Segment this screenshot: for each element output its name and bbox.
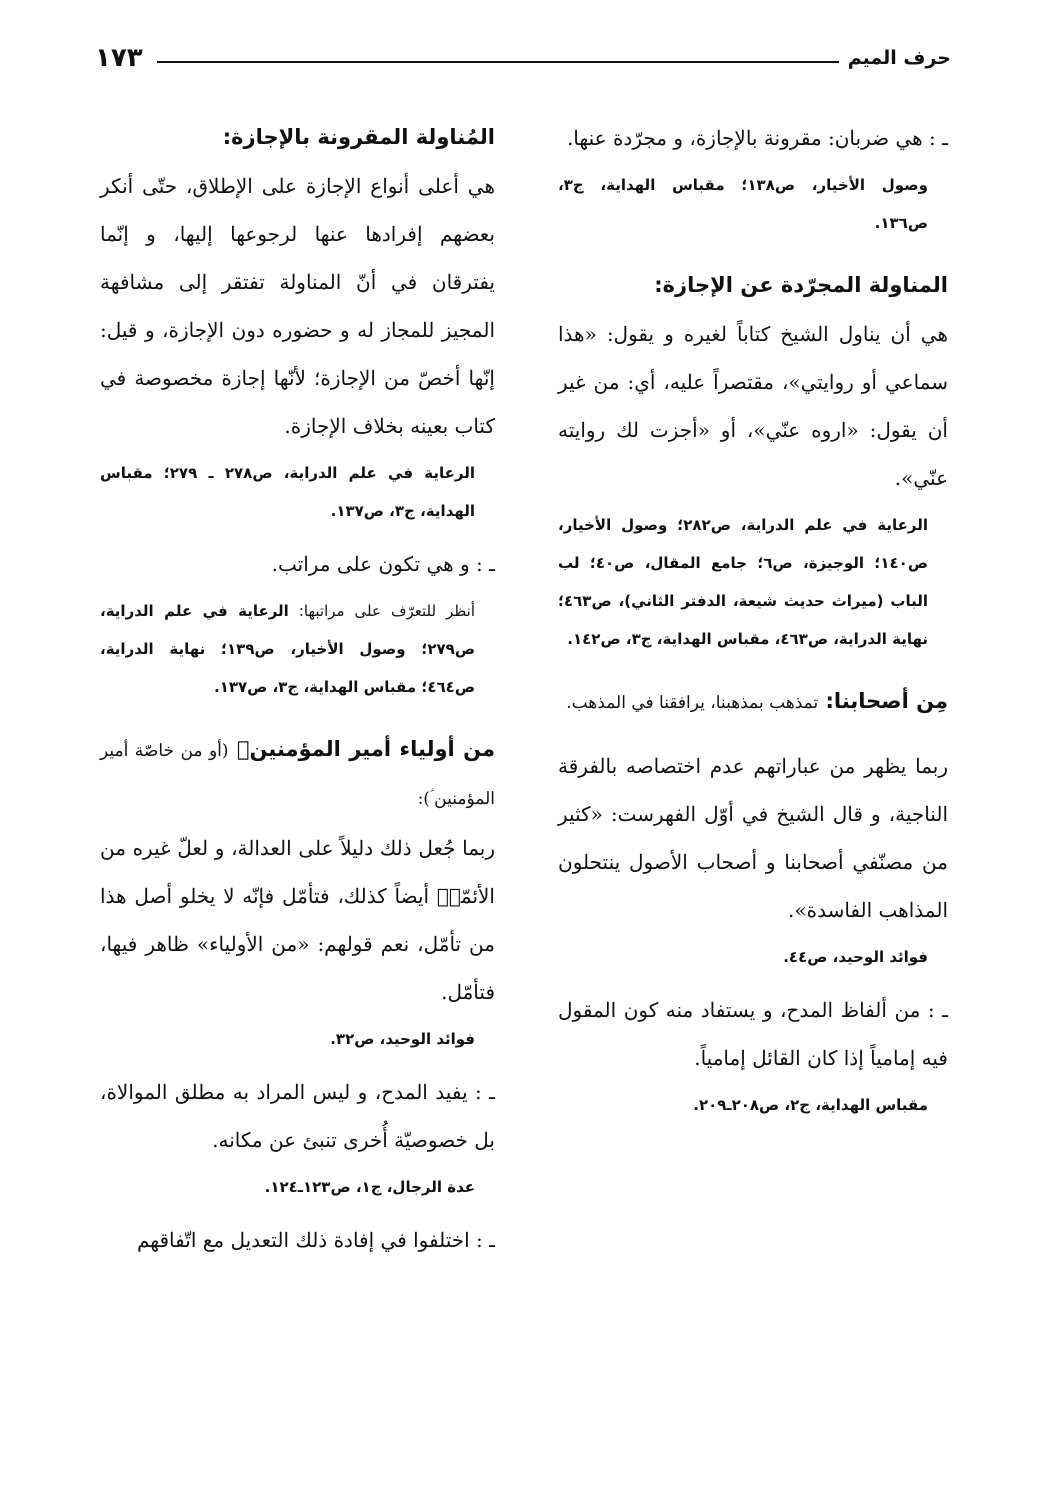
- entry-body: هي أعلى أنواع الإجازة على الإطلاق، حتّى أنكر بعضهم إفرادها عنها لرجوعها إليها، و إنّما يفترقان في أنّ المناولة تفتقر إلى مشافهة المجيز للمجاز له و حضوره دون الإجازة، و قيل: إنّها أخصّ من الإجازة؛ لأنّها إجازة مخصوصة في كتاب بعينه بخلاف الإجازة.: [100, 174, 495, 438]
- reference-note: عدة الرجال، ج١، ص١٢٣ـ١٢٤.: [264, 1178, 475, 1196]
- entry-heading-block: [100, 726, 495, 822]
- entry-body: هي أن يناول الشيخ كتاباً لغيره و يقول: «هذا سماعي أو روايتي»، مقتصراً عليه، أي: من غير أن يقول: «اروه عنّي»، أو «أجزت لك روايته عنّي».: [558, 322, 948, 490]
- entry-text: ـ : من ألفاظ المدح، و يستفاد منه كون المقول فيه إمامياً إذا كان القائل إمامياً.: [558, 998, 948, 1070]
- entry-heading: المُناولة المقرونة بالإجازة:: [222, 125, 495, 149]
- left-column: [100, 114, 495, 1264]
- entry-text: ـ : اختلفوا في إفادة ذلك التعديل مع اتّفاقهم: [136, 1228, 495, 1252]
- heading-note: تمذهب بمذهبنا، يرافقنا في المذهب.: [566, 693, 819, 713]
- entry-text: ـ : و هي تكون على مراتب.: [271, 552, 495, 576]
- entry-heading-block: [558, 678, 948, 726]
- page-number: ١٧٣: [95, 43, 143, 73]
- page-header: [95, 38, 951, 78]
- reference-note-block: [100, 592, 475, 706]
- reference-note: الرعاية في علم الدراية، ص٢٨٢؛ وصول الأخيار، ص١٤٠؛ الوجيزة، ص٦؛ جامع المقال، ص٤٠؛ لب الباب (ميراث حديث شيعة، الدفتر الثاني)، ص٤٦٣؛ نهاية الدراية، ص٤٦٣، مقباس الهداية، ج٣، ص١٤٢.: [558, 516, 928, 648]
- entry-text: ـ : هي ضربان: مقرونة بالإجازة، و مجرّدة عنها.: [566, 126, 948, 150]
- right-column: [558, 114, 948, 1134]
- reference-prefix: أنظر للتعرّف على مراتبها:: [298, 602, 475, 620]
- reference-note: الرعاية في علم الدراية، ص٢٧٩؛ وصول الأخيار، ص١٣٩؛ نهاية الدراية، ص٤٦٤؛ مقباس الهداية، ج٣، ص١٣٧.: [100, 602, 476, 696]
- heading-note: (أو من خاصّة أمير المؤمنين ؑ):: [100, 741, 495, 809]
- running-title: حرف الميم: [847, 47, 951, 69]
- entry-text: ـ : يفيد المدح، و ليس المراد به مطلق الموالاة، بل خصوصيّة أُخرى تنبئ عن مكانه.: [100, 1080, 495, 1152]
- reference-note: فوائد الوحيد، ص٤٤.: [783, 948, 928, 966]
- reference-note: الرعاية في علم الدراية، ص٢٧٨ ـ ٢٧٩؛ مقباس الهداية، ج٣، ص١٣٧.: [100, 464, 475, 520]
- entry-body: ربما يظهر من عباراتهم عدم اختصاصه بالفرقة الناجية، و قال الشيخ في أوّل الفهرست: «كثير من مصنّفي أصحابنا و أصحاب الأصول ينتحلون المذاهب الفاسدة».: [558, 754, 948, 922]
- entry-heading: من أولياء أمير المؤمنينؑ: [236, 737, 495, 761]
- entry-heading: مِن أصحابنا:: [825, 689, 948, 713]
- reference-note: مقباس الهداية، ج٢، ص٢٠٨ـ٢٠٩.: [693, 1096, 928, 1114]
- entry-heading: المناولة المجرّدة عن الإجازة:: [654, 273, 948, 297]
- entry-body: ربما جُعل ذلك دليلاً على العدالة، و لعلّ غيره من الأئمّةؑ أيضاً كذلك، فتأمّل فإنّه لا يخلو أصل هذا من تأمّل، نعم قولهم: «من الأولياء» ظاهر فيها، فتأمّل.: [100, 836, 495, 1004]
- header-rule: [157, 61, 839, 63]
- reference-note: فوائد الوحيد، ص٣٢.: [330, 1030, 475, 1048]
- reference-note: وصول الأخيار، ص١٣٨؛ مقباس الهداية، ج٣، ص١٣٦.: [558, 176, 928, 232]
